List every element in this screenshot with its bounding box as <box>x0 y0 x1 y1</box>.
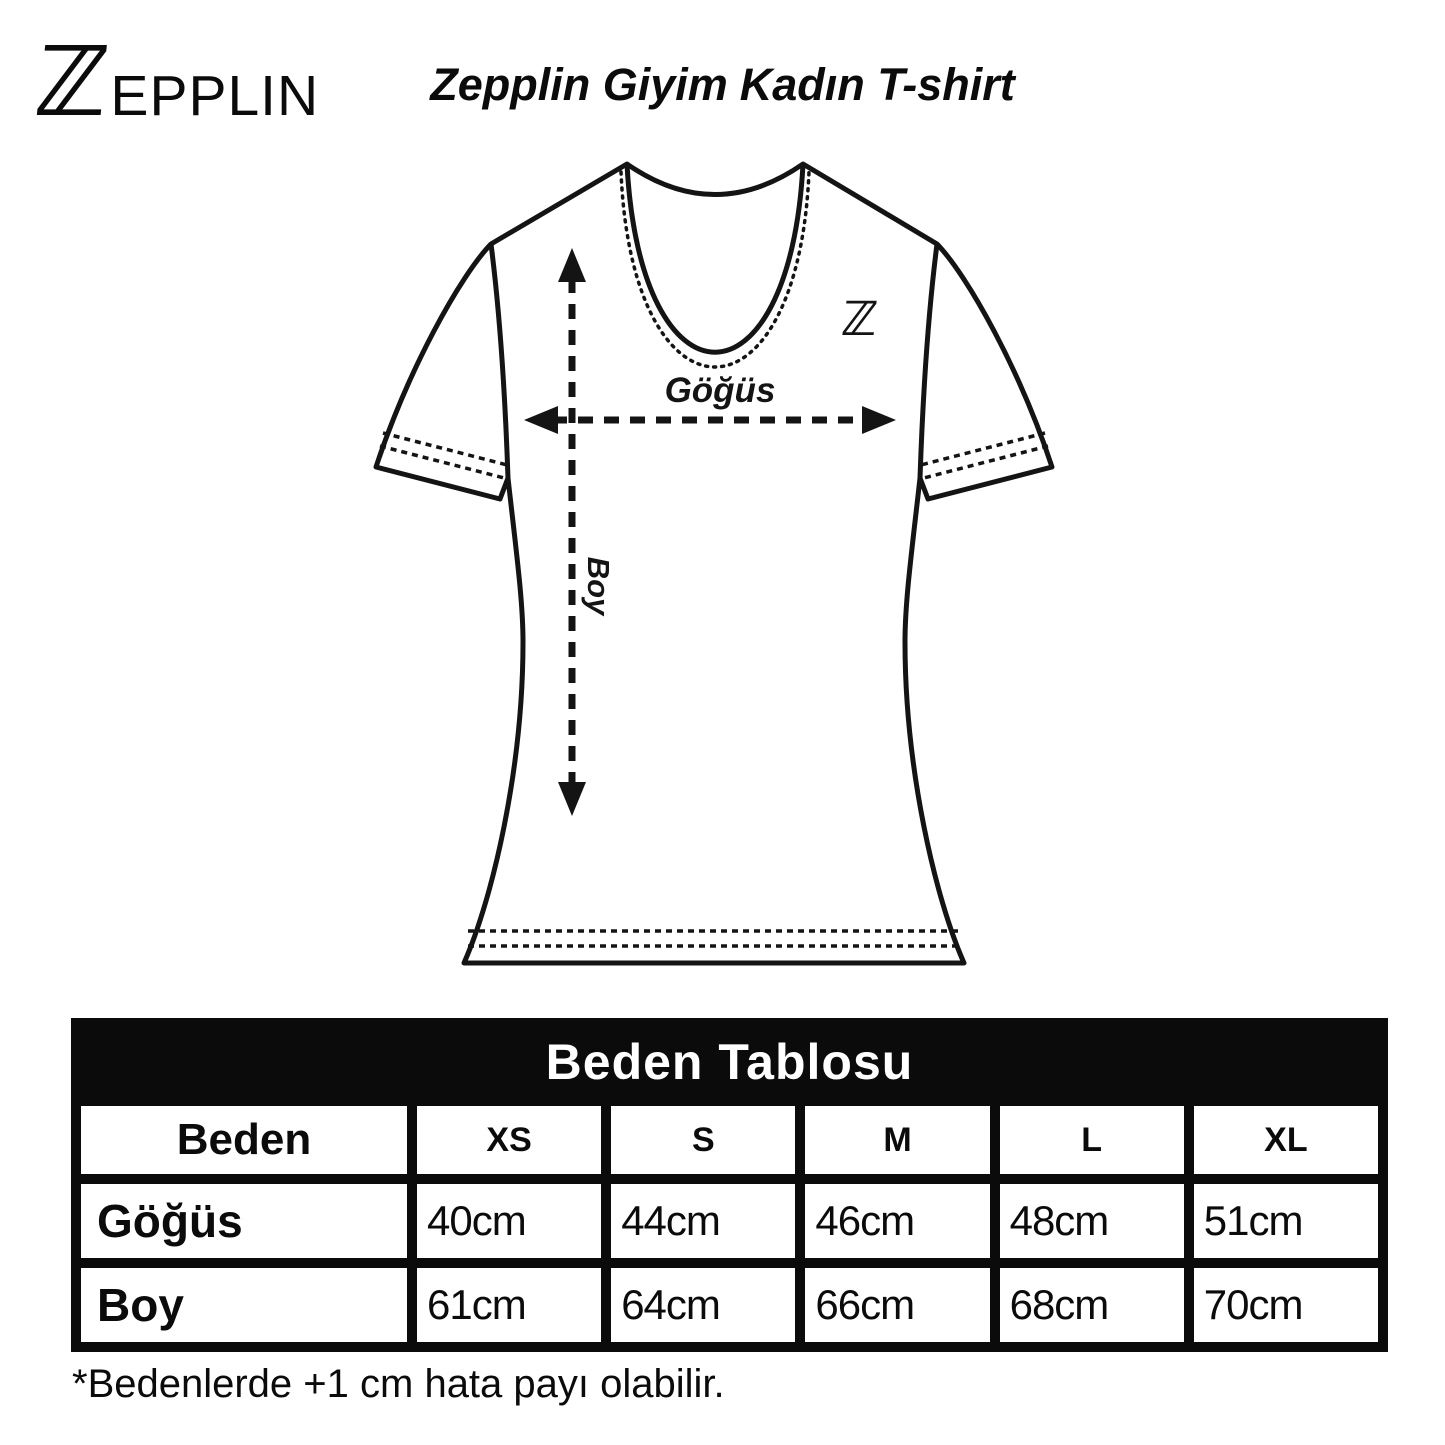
header-cell-m: M <box>805 1106 989 1174</box>
size-table <box>71 1018 1388 1352</box>
boy-l-value: 68cm <box>1000 1268 1184 1342</box>
page-title <box>0 60 1445 110</box>
title-product-part: Kadın T-shirt <box>739 59 1015 110</box>
header-cell-beden: Beden <box>81 1106 407 1174</box>
zepplin-z-logo-icon: ℤ <box>30 26 115 138</box>
length-label: Boy <box>580 556 616 616</box>
row-label-boy: Boy <box>81 1268 407 1342</box>
brand-logo-text: EPPLIN <box>110 64 320 128</box>
header-cell-l: L <box>1000 1106 1184 1174</box>
boy-xl-value: 70cm <box>1194 1268 1378 1342</box>
boy-s-value: 64cm <box>611 1268 795 1342</box>
gogus-m-value: 46cm <box>805 1184 989 1258</box>
tolerance-footnote: *Bedenlerde +1 cm hata payı olabilir. <box>72 1362 725 1406</box>
title-brand-part: Zepplin Giyim <box>430 59 728 110</box>
header-cell-xs: XS <box>417 1106 601 1174</box>
gogus-xl-value: 51cm <box>1194 1184 1378 1258</box>
gogus-l-value: 48cm <box>1000 1184 1184 1258</box>
size-table-title: Beden Tablosu <box>545 1034 914 1090</box>
gogus-s-value: 44cm <box>611 1184 795 1258</box>
boy-m-value: 66cm <box>805 1268 989 1342</box>
chest-z-logo-icon: ℤ <box>839 292 881 347</box>
size-table-grid <box>81 1106 1378 1342</box>
tshirt-drawing <box>360 130 1100 1030</box>
header-cell-s: S <box>611 1106 795 1174</box>
tshirt-outline <box>376 164 1052 963</box>
tshirt-diagram <box>360 130 1100 1030</box>
header-cell-xl: XL <box>1194 1106 1378 1174</box>
boy-xs-value: 61cm <box>417 1268 601 1342</box>
row-label-gogus: Göğüs <box>81 1184 407 1258</box>
gogus-xs-value: 40cm <box>417 1184 601 1258</box>
chest-label: Göğüs <box>664 371 776 410</box>
